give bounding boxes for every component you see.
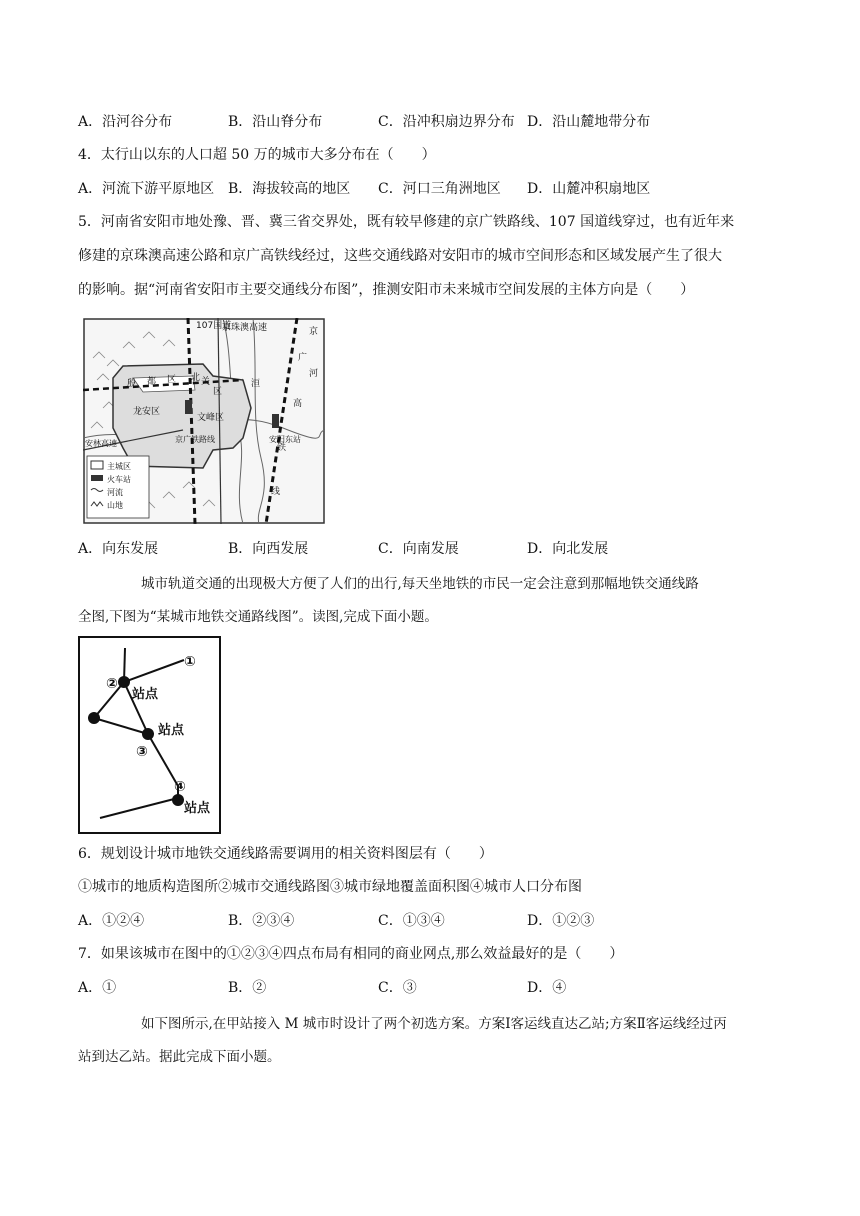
plan-intro-line-1: 如下图所示,在甲站接入 M 城市时设计了两个初选方案。方案Ⅰ客运线直达乙站;方案Ⅱ客运线经过丙 (141, 1016, 727, 1032)
q5-stem-line-3: 的影响。据“河南省安阳市主要交通线分布图”，推测安阳市未来城市空间发展的主体方向是（ ） (78, 282, 695, 298)
q3-option-b[interactable]: B．沿山脊分布 (228, 114, 323, 130)
map-legend (87, 456, 149, 518)
station-label-1: 站点 (132, 687, 159, 702)
q4-option-c[interactable]: C．河口三角洲地区 (378, 181, 501, 197)
station-dot-3 (142, 728, 154, 740)
label-he: 河 (309, 369, 319, 379)
anyang-transport-map (83, 318, 325, 524)
label-anyangdong: 安阳东站 (269, 435, 301, 444)
q5-option-d[interactable]: D．向北发展 (527, 541, 609, 557)
station-dot-2 (118, 676, 130, 688)
label-tie: 铁 (277, 443, 287, 453)
q5-option-a[interactable]: A．向东发展 (78, 541, 159, 557)
q7-option-c[interactable]: C．③ (378, 980, 417, 996)
label-guang: 广 (298, 353, 308, 363)
metro-intro-line-2: 全图,下图为“某城市地铁交通路线图”。读图,完成下面小题。 (78, 609, 438, 625)
q7-option-b[interactable]: B．② (228, 980, 267, 996)
q3-option-a[interactable]: A．沿河谷分布 (78, 114, 173, 130)
label-jing: 京 (309, 327, 319, 337)
label-jingzhu: 京珠澳高速 (222, 323, 268, 333)
label-du: 都 (147, 377, 157, 387)
marker-4: ④ (174, 779, 186, 795)
label-bei: 北 (191, 373, 201, 383)
q7-stem: 7．如果该城市在图中的①②③④四点布局有相同的商业网点,那么效益最好的是（ ） (78, 946, 624, 962)
label-guan: 关 (201, 377, 211, 387)
legend-station: 火车站 (107, 475, 131, 484)
anyang-station-icon (185, 400, 192, 414)
anyang-east-station-icon (272, 414, 279, 428)
label-wenfeng: 文峰区 (197, 413, 225, 423)
marker-2: ② (106, 676, 118, 692)
q6-option-c[interactable]: C．①③④ (378, 913, 445, 929)
label-huan: 洹 (251, 379, 261, 389)
station-dot-west (88, 712, 100, 724)
q6-option-a[interactable]: A．①②④ (78, 913, 145, 929)
q6-option-d[interactable]: D．①②③ (527, 913, 595, 929)
label-road107: 107国道 (196, 321, 232, 331)
station-dot-4 (172, 794, 184, 806)
legend-mountain: 山地 (107, 501, 123, 510)
label-anlin: 安林高速 (85, 439, 117, 448)
q6-stem: 6．规划设计城市地铁交通线路需要调用的相关资料图层有（ ） (78, 846, 493, 862)
q5-option-b[interactable]: B．向西发展 (228, 541, 309, 557)
metro-intro-line-1: 城市轨道交通的出现极大方便了人们的出行,每天坐地铁的市民一定会注意到那幅地铁交通线路 (141, 576, 699, 592)
label-gao: 高 (293, 399, 303, 409)
q4-option-d[interactable]: D．山麓冲积扇地区 (527, 181, 651, 197)
q7-option-d[interactable]: D．④ (527, 980, 567, 996)
label-qu2: 区 (213, 387, 223, 397)
q5-stem-line-2: 修建的京珠澳高速公路和京广高铁线经过，这些交通线路对安阳市的城市空间形态和区域发展产生了很大 (78, 248, 722, 264)
marker-3: ③ (136, 744, 148, 760)
q4-stem: 4．太行山以东的人口超 50 万的城市大多分布在（ ） (78, 147, 436, 163)
q3-option-c[interactable]: C．沿冲积扇边界分布 (378, 114, 515, 130)
legend-river: 河流 (107, 488, 123, 497)
q5-stem-line-1: 5．河南省安阳市地处豫、晋、冀三省交界处，既有较早修建的京广铁路线、107 国道线穿过，也有近年来 (78, 214, 735, 230)
label-xian: 线 (271, 487, 281, 497)
label-jingguang-rail: 京广铁路线 (175, 435, 215, 444)
q7-option-a[interactable]: A．① (78, 980, 117, 996)
station-label-3: 站点 (184, 801, 211, 816)
q5-option-c[interactable]: C．向南发展 (378, 541, 459, 557)
label-qu1: 区 (167, 375, 177, 385)
q6-option-b[interactable]: B．②③④ (228, 913, 295, 929)
q4-option-b[interactable]: B．海拔较高的地区 (228, 181, 351, 197)
marker-1: ① (184, 654, 196, 670)
q6-layers: ①城市的地质构造图所②城市交通线路图③城市绿地覆盖面积图④城市人口分布图 (78, 879, 582, 895)
station-label-2: 站点 (158, 723, 185, 738)
q4-option-a[interactable]: A．河流下游平原地区 (78, 181, 215, 197)
plan-intro-line-2: 站到达乙站。据此完成下面小题。 (78, 1049, 281, 1065)
label-longan: 龙安区 (133, 407, 161, 417)
metro-route-map (78, 636, 221, 834)
q3-option-d[interactable]: D．沿山麓地带分布 (527, 114, 651, 130)
label-yin: 殷 (127, 379, 137, 389)
legend-main-city: 主城区 (107, 462, 131, 471)
